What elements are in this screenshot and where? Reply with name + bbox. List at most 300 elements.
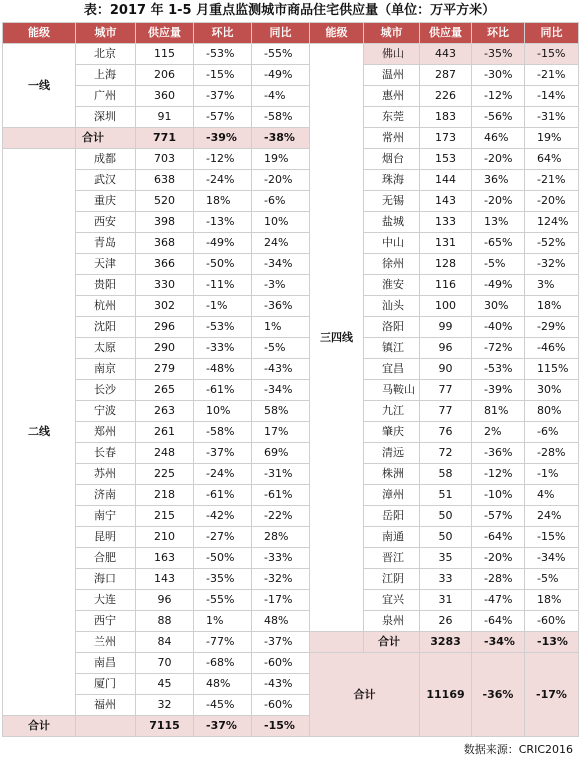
cell-supply: 290 xyxy=(136,338,194,359)
tier-blank xyxy=(310,632,364,653)
table-row xyxy=(3,485,579,506)
table-row xyxy=(3,317,579,338)
cell-supply: 76 xyxy=(420,422,472,443)
table-row xyxy=(3,44,579,65)
cell-yoy: -61% xyxy=(252,485,310,506)
cell-city: 长沙 xyxy=(76,380,136,401)
cell-supply: 263 xyxy=(136,401,194,422)
cell-yoy: -32% xyxy=(252,569,310,590)
cell-city: 天津 xyxy=(76,254,136,275)
cell-yoy: -14% xyxy=(525,86,579,107)
cell-yoy: -60% xyxy=(525,611,579,632)
cell-mom: -49% xyxy=(472,275,525,296)
cell-yoy: -46% xyxy=(525,338,579,359)
cell-city: 镇江 xyxy=(364,338,420,359)
cell-city: 株洲 xyxy=(364,464,420,485)
cell-supply: 115 xyxy=(136,44,194,65)
cell-yoy: -43% xyxy=(252,359,310,380)
cell-city: 东莞 xyxy=(364,107,420,128)
cell-supply: 368 xyxy=(136,233,194,254)
cell-yoy: 69% xyxy=(252,443,310,464)
cell-supply: 116 xyxy=(420,275,472,296)
cell-city: 晋江 xyxy=(364,548,420,569)
cell-mom: -61% xyxy=(194,485,252,506)
cell-mom: -58% xyxy=(194,422,252,443)
table-row xyxy=(3,359,579,380)
cell-mom: 48% xyxy=(194,674,252,695)
cell-yoy: -6% xyxy=(252,191,310,212)
table-row xyxy=(3,170,579,191)
cell-city: 上海 xyxy=(76,65,136,86)
cell-mom: 10% xyxy=(194,401,252,422)
cell-city: 中山 xyxy=(364,233,420,254)
cell-yoy: 28% xyxy=(252,527,310,548)
table-row xyxy=(3,506,579,527)
cell-supply: 163 xyxy=(136,548,194,569)
cell-yoy: 1% xyxy=(252,317,310,338)
cell-yoy: -55% xyxy=(252,44,310,65)
cell-supply: 226 xyxy=(420,86,472,107)
cell-city: 盐城 xyxy=(364,212,420,233)
cell-supply: 144 xyxy=(420,170,472,191)
cell-supply: 248 xyxy=(136,443,194,464)
header-mom: 环比 xyxy=(194,23,252,44)
cell-city: 苏州 xyxy=(76,464,136,485)
cell-city: 大连 xyxy=(76,590,136,611)
cell-city: 西安 xyxy=(76,212,136,233)
cell-yoy: -34% xyxy=(525,548,579,569)
cell-mom: -53% xyxy=(194,44,252,65)
cell-supply: 88 xyxy=(136,611,194,632)
cell-mom: -53% xyxy=(472,359,525,380)
tier-label-tier2: 二线 xyxy=(3,149,76,716)
cell-yoy: -37% xyxy=(252,632,310,653)
table-row xyxy=(3,653,579,674)
cell-supply: 296 xyxy=(136,317,194,338)
table-row xyxy=(3,569,579,590)
cell-supply: 279 xyxy=(136,359,194,380)
cell-mom: -42% xyxy=(194,506,252,527)
cell-city: 重庆 xyxy=(76,191,136,212)
cell-city: 肇庆 xyxy=(364,422,420,443)
table-row xyxy=(3,527,579,548)
cell-yoy: 24% xyxy=(252,233,310,254)
cell-mom: -48% xyxy=(194,359,252,380)
table-row xyxy=(3,65,579,86)
tier2-total-label: 合计 xyxy=(3,716,76,737)
cell-supply: 72 xyxy=(420,443,472,464)
header-supply: 供应量 xyxy=(420,23,472,44)
cell-yoy: -60% xyxy=(252,653,310,674)
table-row xyxy=(3,632,579,653)
cell-mom: -24% xyxy=(194,464,252,485)
cell-yoy: -58% xyxy=(252,107,310,128)
cell-city: 宜兴 xyxy=(364,590,420,611)
cell-city: 惠州 xyxy=(364,86,420,107)
header-city: 城市 xyxy=(364,23,420,44)
cell-supply: 91 xyxy=(136,107,194,128)
cell-yoy: 48% xyxy=(252,611,310,632)
cell-supply: 210 xyxy=(136,527,194,548)
cell-yoy: -49% xyxy=(252,65,310,86)
total-label: 合计 xyxy=(76,128,136,149)
cell-supply: 33 xyxy=(420,569,472,590)
cell-mom: -20% xyxy=(472,191,525,212)
supply-table xyxy=(2,22,579,737)
cell-yoy: -5% xyxy=(252,338,310,359)
grand-total-yoy: -17% xyxy=(525,653,579,737)
cell-supply: 50 xyxy=(420,506,472,527)
cell-supply: 398 xyxy=(136,212,194,233)
cell-mom: -65% xyxy=(472,233,525,254)
cell-supply: 32 xyxy=(136,695,194,716)
cell-supply: 302 xyxy=(136,296,194,317)
cell-mom: -40% xyxy=(472,317,525,338)
cell-yoy: 3% xyxy=(525,275,579,296)
cell-yoy: -6% xyxy=(525,422,579,443)
cell-yoy: 4% xyxy=(525,485,579,506)
cell-city: 无锡 xyxy=(364,191,420,212)
cell-city: 成都 xyxy=(76,149,136,170)
cell-city: 漳州 xyxy=(364,485,420,506)
table-row xyxy=(3,149,579,170)
cell-mom: -12% xyxy=(472,86,525,107)
cell-supply: 206 xyxy=(136,65,194,86)
cell-city: 清远 xyxy=(364,443,420,464)
cell-supply: 771 xyxy=(136,128,194,149)
cell-city: 徐州 xyxy=(364,254,420,275)
cell-mom: 1% xyxy=(194,611,252,632)
cell-mom: -15% xyxy=(194,65,252,86)
cell-mom: -5% xyxy=(472,254,525,275)
cell-city: 青岛 xyxy=(76,233,136,254)
cell-mom: -24% xyxy=(194,170,252,191)
cell-city: 汕头 xyxy=(364,296,420,317)
cell-mom: -37% xyxy=(194,716,252,737)
cell-mom: -55% xyxy=(194,590,252,611)
table-row xyxy=(3,422,579,443)
cell-supply: 638 xyxy=(136,170,194,191)
table-row xyxy=(3,86,579,107)
cell-yoy: 17% xyxy=(252,422,310,443)
cell-supply: 215 xyxy=(136,506,194,527)
cell-supply: 35 xyxy=(420,548,472,569)
cell-supply: 45 xyxy=(136,674,194,695)
cell-yoy: 19% xyxy=(252,149,310,170)
cell-supply: 287 xyxy=(420,65,472,86)
cell-yoy: 18% xyxy=(525,296,579,317)
table-row xyxy=(3,443,579,464)
cell-supply: 50 xyxy=(420,527,472,548)
cell-yoy: -28% xyxy=(525,443,579,464)
table-row xyxy=(3,296,579,317)
cell-yoy: -17% xyxy=(252,590,310,611)
cell-yoy: -5% xyxy=(525,569,579,590)
table-row xyxy=(3,611,579,632)
cell-yoy: 64% xyxy=(525,149,579,170)
cell-mom: -13% xyxy=(194,212,252,233)
cell-mom: -35% xyxy=(194,569,252,590)
total-label: 合计 xyxy=(364,632,420,653)
cell-city: 西宁 xyxy=(76,611,136,632)
cell-mom: -64% xyxy=(472,611,525,632)
cell-city: 北京 xyxy=(76,44,136,65)
cell-city: 常州 xyxy=(364,128,420,149)
cell-mom: -27% xyxy=(194,527,252,548)
cell-city: 南昌 xyxy=(76,653,136,674)
grand-total-label: 合计 xyxy=(310,653,420,737)
header-supply: 供应量 xyxy=(136,23,194,44)
cell-yoy: -60% xyxy=(252,695,310,716)
cell-supply: 96 xyxy=(420,338,472,359)
cell-supply: 90 xyxy=(420,359,472,380)
cell-yoy: -31% xyxy=(252,464,310,485)
header-mom: 环比 xyxy=(472,23,525,44)
cell-city: 济南 xyxy=(76,485,136,506)
cell-mom: -49% xyxy=(194,233,252,254)
cell-mom: -37% xyxy=(194,86,252,107)
cell-supply: 153 xyxy=(420,149,472,170)
table-row xyxy=(3,128,579,149)
cell-yoy: 124% xyxy=(525,212,579,233)
header-row xyxy=(3,23,579,44)
cell-supply: 58 xyxy=(420,464,472,485)
table-row xyxy=(3,107,579,128)
cell-mom: -39% xyxy=(472,380,525,401)
cell-city: 沈阳 xyxy=(76,317,136,338)
cell-supply: 31 xyxy=(420,590,472,611)
cell-city: 厦门 xyxy=(76,674,136,695)
cell-city: 南京 xyxy=(76,359,136,380)
cell-city: 江阴 xyxy=(364,569,420,590)
cell-yoy: -34% xyxy=(252,380,310,401)
cell-supply: 703 xyxy=(136,149,194,170)
cell-mom: -11% xyxy=(194,275,252,296)
cell-mom: -50% xyxy=(194,548,252,569)
cell-mom: -20% xyxy=(472,149,525,170)
cell-city: 珠海 xyxy=(364,170,420,191)
table-row xyxy=(3,212,579,233)
cell-city: 合肥 xyxy=(76,548,136,569)
cell-supply: 100 xyxy=(420,296,472,317)
cell-city: 佛山 xyxy=(364,44,420,65)
cell-supply: 77 xyxy=(420,380,472,401)
cell-yoy: -43% xyxy=(252,674,310,695)
cell-yoy: -32% xyxy=(525,254,579,275)
table-row xyxy=(3,191,579,212)
cell-yoy: 58% xyxy=(252,401,310,422)
cell-yoy: -34% xyxy=(252,254,310,275)
tier-label-tier3: 三四线 xyxy=(310,44,364,632)
table-row xyxy=(3,464,579,485)
cell-city: 兰州 xyxy=(76,632,136,653)
cell-supply: 3283 xyxy=(420,632,472,653)
cell-mom: -10% xyxy=(472,485,525,506)
cell-supply: 218 xyxy=(136,485,194,506)
cell-mom: -36% xyxy=(472,443,525,464)
header-yoy: 同比 xyxy=(525,23,579,44)
cell-yoy: 24% xyxy=(525,506,579,527)
cell-supply: 261 xyxy=(136,422,194,443)
cell-supply: 96 xyxy=(136,590,194,611)
cell-yoy: -3% xyxy=(252,275,310,296)
cell-mom: -35% xyxy=(472,44,525,65)
cell-supply: 131 xyxy=(420,233,472,254)
cell-mom: -37% xyxy=(194,443,252,464)
cell-mom: -33% xyxy=(194,338,252,359)
cell-yoy: 80% xyxy=(525,401,579,422)
cell-mom: -39% xyxy=(194,128,252,149)
cell-yoy: -22% xyxy=(252,506,310,527)
table-row xyxy=(3,380,579,401)
cell-yoy: -31% xyxy=(525,107,579,128)
header-city: 城市 xyxy=(76,23,136,44)
cell-city: 烟台 xyxy=(364,149,420,170)
cell-city: 马鞍山 xyxy=(364,380,420,401)
cell-mom: 2% xyxy=(472,422,525,443)
cell-supply: 133 xyxy=(420,212,472,233)
cell-supply: 443 xyxy=(420,44,472,65)
table-row xyxy=(3,254,579,275)
cell-mom: 13% xyxy=(472,212,525,233)
cell-supply: 360 xyxy=(136,86,194,107)
cell-supply: 143 xyxy=(136,569,194,590)
table-title: 表：2017 年 1-5 月重点监测城市商品住宅供应量（单位：万平方米） xyxy=(83,3,496,18)
cell-city: 宜昌 xyxy=(364,359,420,380)
cell-city: 淮安 xyxy=(364,275,420,296)
table-row xyxy=(3,548,579,569)
cell-mom: -20% xyxy=(472,548,525,569)
cell-city: 太原 xyxy=(76,338,136,359)
cell-mom: -57% xyxy=(194,107,252,128)
cell-mom: -77% xyxy=(194,632,252,653)
total-label xyxy=(76,716,136,737)
cell-supply: 99 xyxy=(420,317,472,338)
cell-yoy: 115% xyxy=(525,359,579,380)
cell-supply: 26 xyxy=(420,611,472,632)
cell-yoy: -13% xyxy=(525,632,579,653)
cell-city: 九江 xyxy=(364,401,420,422)
cell-mom: -53% xyxy=(194,317,252,338)
cell-city: 宁波 xyxy=(76,401,136,422)
data-source: 数据来源：CRIC2016 xyxy=(463,743,573,756)
table-row xyxy=(3,590,579,611)
cell-yoy: -36% xyxy=(252,296,310,317)
header-tier: 能级 xyxy=(3,23,76,44)
cell-supply: 7115 xyxy=(136,716,194,737)
header-tier: 能级 xyxy=(310,23,364,44)
cell-yoy: -15% xyxy=(525,527,579,548)
cell-supply: 143 xyxy=(420,191,472,212)
cell-mom: -28% xyxy=(472,569,525,590)
cell-mom: -68% xyxy=(194,653,252,674)
cell-mom: -47% xyxy=(472,590,525,611)
cell-yoy: -21% xyxy=(525,170,579,191)
cell-city: 昆明 xyxy=(76,527,136,548)
cell-city: 郑州 xyxy=(76,422,136,443)
cell-yoy: -1% xyxy=(525,464,579,485)
cell-city: 岳阳 xyxy=(364,506,420,527)
cell-supply: 173 xyxy=(420,128,472,149)
table-row xyxy=(3,233,579,254)
cell-city: 贵阳 xyxy=(76,275,136,296)
cell-mom: 18% xyxy=(194,191,252,212)
cell-mom: -72% xyxy=(472,338,525,359)
table-row xyxy=(3,338,579,359)
cell-city: 深圳 xyxy=(76,107,136,128)
cell-city: 泉州 xyxy=(364,611,420,632)
cell-supply: 51 xyxy=(420,485,472,506)
table-row xyxy=(3,275,579,296)
cell-yoy: 18% xyxy=(525,590,579,611)
cell-mom: -1% xyxy=(194,296,252,317)
cell-yoy: -20% xyxy=(525,191,579,212)
cell-mom: -61% xyxy=(194,380,252,401)
cell-supply: 225 xyxy=(136,464,194,485)
cell-mom: -57% xyxy=(472,506,525,527)
cell-city: 长春 xyxy=(76,443,136,464)
cell-mom: -30% xyxy=(472,65,525,86)
cell-city: 温州 xyxy=(364,65,420,86)
cell-supply: 70 xyxy=(136,653,194,674)
cell-supply: 330 xyxy=(136,275,194,296)
grand-total-mom: -36% xyxy=(472,653,525,737)
cell-yoy: 30% xyxy=(525,380,579,401)
cell-city: 福州 xyxy=(76,695,136,716)
cell-yoy: 19% xyxy=(525,128,579,149)
cell-yoy: -52% xyxy=(525,233,579,254)
cell-mom: -50% xyxy=(194,254,252,275)
cell-supply: 366 xyxy=(136,254,194,275)
cell-supply: 128 xyxy=(420,254,472,275)
cell-yoy: -29% xyxy=(525,317,579,338)
header-yoy: 同比 xyxy=(252,23,310,44)
cell-mom: 30% xyxy=(472,296,525,317)
cell-mom: -12% xyxy=(472,464,525,485)
cell-yoy: 10% xyxy=(252,212,310,233)
cell-yoy: -15% xyxy=(525,44,579,65)
cell-city: 南通 xyxy=(364,527,420,548)
tier-blank xyxy=(3,128,76,149)
cell-city: 洛阳 xyxy=(364,317,420,338)
cell-yoy: -4% xyxy=(252,86,310,107)
cell-mom: -12% xyxy=(194,149,252,170)
cell-mom: 46% xyxy=(472,128,525,149)
grand-total-supply: 11169 xyxy=(420,653,472,737)
cell-yoy: -21% xyxy=(525,65,579,86)
cell-city: 杭州 xyxy=(76,296,136,317)
cell-mom: 36% xyxy=(472,170,525,191)
cell-city: 武汉 xyxy=(76,170,136,191)
cell-supply: 84 xyxy=(136,632,194,653)
cell-mom: -64% xyxy=(472,527,525,548)
cell-city: 南宁 xyxy=(76,506,136,527)
cell-yoy: -38% xyxy=(252,128,310,149)
cell-mom: -34% xyxy=(472,632,525,653)
cell-yoy: -20% xyxy=(252,170,310,191)
cell-yoy: -33% xyxy=(252,548,310,569)
cell-mom: -45% xyxy=(194,695,252,716)
cell-city: 广州 xyxy=(76,86,136,107)
table-row xyxy=(3,401,579,422)
cell-mom: -56% xyxy=(472,107,525,128)
cell-supply: 265 xyxy=(136,380,194,401)
cell-supply: 520 xyxy=(136,191,194,212)
cell-mom: 81% xyxy=(472,401,525,422)
cell-city: 海口 xyxy=(76,569,136,590)
cell-supply: 77 xyxy=(420,401,472,422)
cell-yoy: -15% xyxy=(252,716,310,737)
